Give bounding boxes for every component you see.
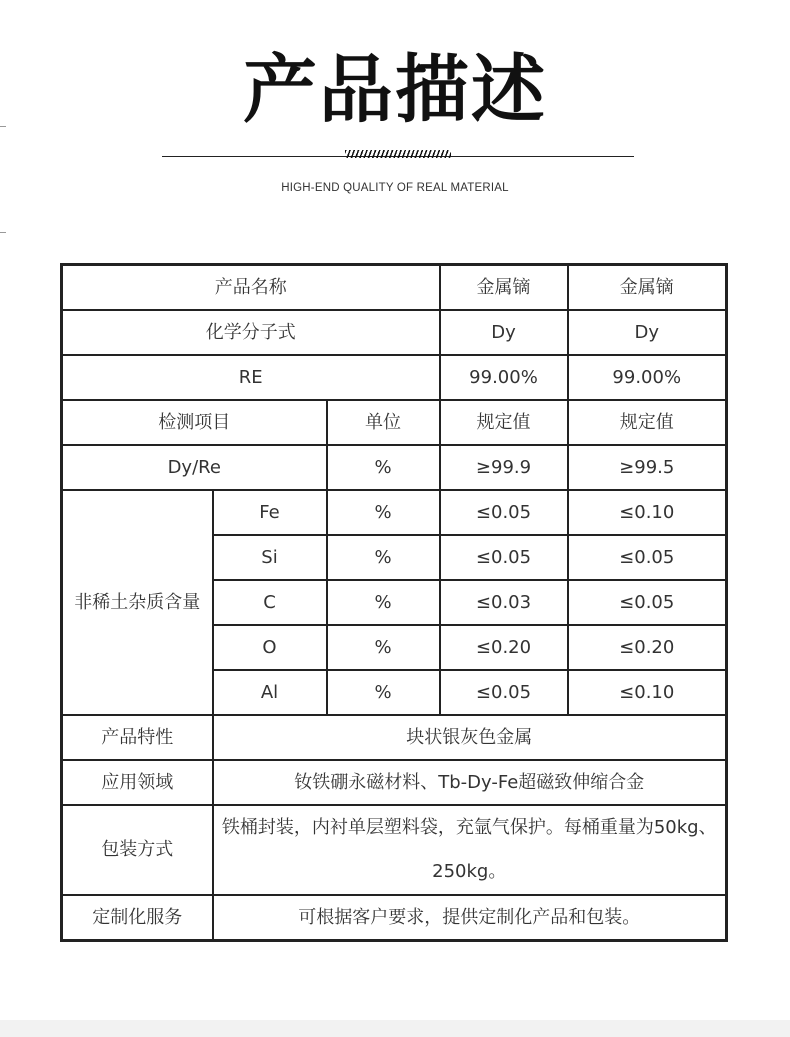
- page-title: 产品描述: [243, 47, 547, 133]
- table-row: [62, 490, 727, 535]
- application-value: 钕铁硼永磁材料、Tb-Dy-Fe超磁致伸缩合金: [213, 760, 727, 805]
- product-name-label: 产品名称: [62, 265, 440, 311]
- table-row: [62, 895, 727, 941]
- table-row: [62, 715, 727, 760]
- dyre-unit: %: [327, 445, 440, 490]
- table-row: [62, 400, 727, 445]
- table-row: [62, 760, 727, 805]
- spec-header: 规定值: [440, 400, 568, 445]
- product-spec-table: [60, 263, 728, 942]
- impurity-unit: %: [327, 670, 440, 715]
- product-name-value: 金属镝: [440, 265, 568, 311]
- formula-value: Dy: [568, 310, 727, 355]
- impurity-value: ≤0.05: [440, 490, 568, 535]
- formula-label: 化学分子式: [62, 310, 440, 355]
- impurity-value: ≤0.20: [440, 625, 568, 670]
- table-row: [62, 805, 727, 895]
- impurity-value: ≤0.20: [568, 625, 727, 670]
- impurity-element: Fe: [213, 490, 327, 535]
- impurity-element: O: [213, 625, 327, 670]
- re-label: RE: [62, 355, 440, 400]
- page-subtitle: HIGH-END QUALITY OF REAL MATERIAL: [281, 182, 509, 194]
- impurity-unit: %: [327, 625, 440, 670]
- formula-value: Dy: [440, 310, 568, 355]
- impurity-value: ≤0.10: [568, 670, 727, 715]
- impurity-value: ≤0.05: [440, 535, 568, 580]
- table-row: [62, 265, 727, 311]
- impurity-value: ≤0.05: [568, 535, 727, 580]
- re-value: 99.00%: [440, 355, 568, 400]
- custom-service-label: 定制化服务: [62, 895, 213, 941]
- re-value: 99.00%: [568, 355, 727, 400]
- impurity-element: Al: [213, 670, 327, 715]
- spec-header: 规定值: [568, 400, 727, 445]
- custom-service-value: 可根据客户要求，提供定制化产品和包装。: [213, 895, 727, 941]
- application-label: 应用领域: [62, 760, 213, 805]
- impurity-unit: %: [327, 580, 440, 625]
- dyre-label: Dy/Re: [62, 445, 327, 490]
- packaging-label: 包装方式: [62, 805, 213, 895]
- impurity-value: ≤0.03: [440, 580, 568, 625]
- packaging-value: 铁桶封装，内衬单层塑料袋，充氩气保护。每桶重量为50kg、250kg。: [213, 805, 727, 895]
- impurity-unit: %: [327, 490, 440, 535]
- properties-value: 块状银灰色金属: [213, 715, 727, 760]
- dyre-value: ≥99.9: [440, 445, 568, 490]
- table-row: [62, 355, 727, 400]
- product-name-value: 金属镝: [568, 265, 727, 311]
- impurity-value: ≤0.05: [568, 580, 727, 625]
- edge-tick-mark: [0, 126, 6, 127]
- properties-label: 产品特性: [62, 715, 213, 760]
- impurity-element: Si: [213, 535, 327, 580]
- table-row: [62, 445, 727, 490]
- impurity-value: ≤0.05: [440, 670, 568, 715]
- test-item-header: 检测项目: [62, 400, 327, 445]
- dyre-value: ≥99.5: [568, 445, 727, 490]
- edge-tick-mark: [0, 232, 6, 233]
- table-row: [62, 310, 727, 355]
- divider-hatch-ornament: [345, 150, 451, 158]
- bottom-band: [0, 1020, 790, 1037]
- impurity-group-label: 非稀土杂质含量: [62, 490, 213, 715]
- unit-header: 单位: [327, 400, 440, 445]
- impurity-element: C: [213, 580, 327, 625]
- impurity-value: ≤0.10: [568, 490, 727, 535]
- impurity-unit: %: [327, 535, 440, 580]
